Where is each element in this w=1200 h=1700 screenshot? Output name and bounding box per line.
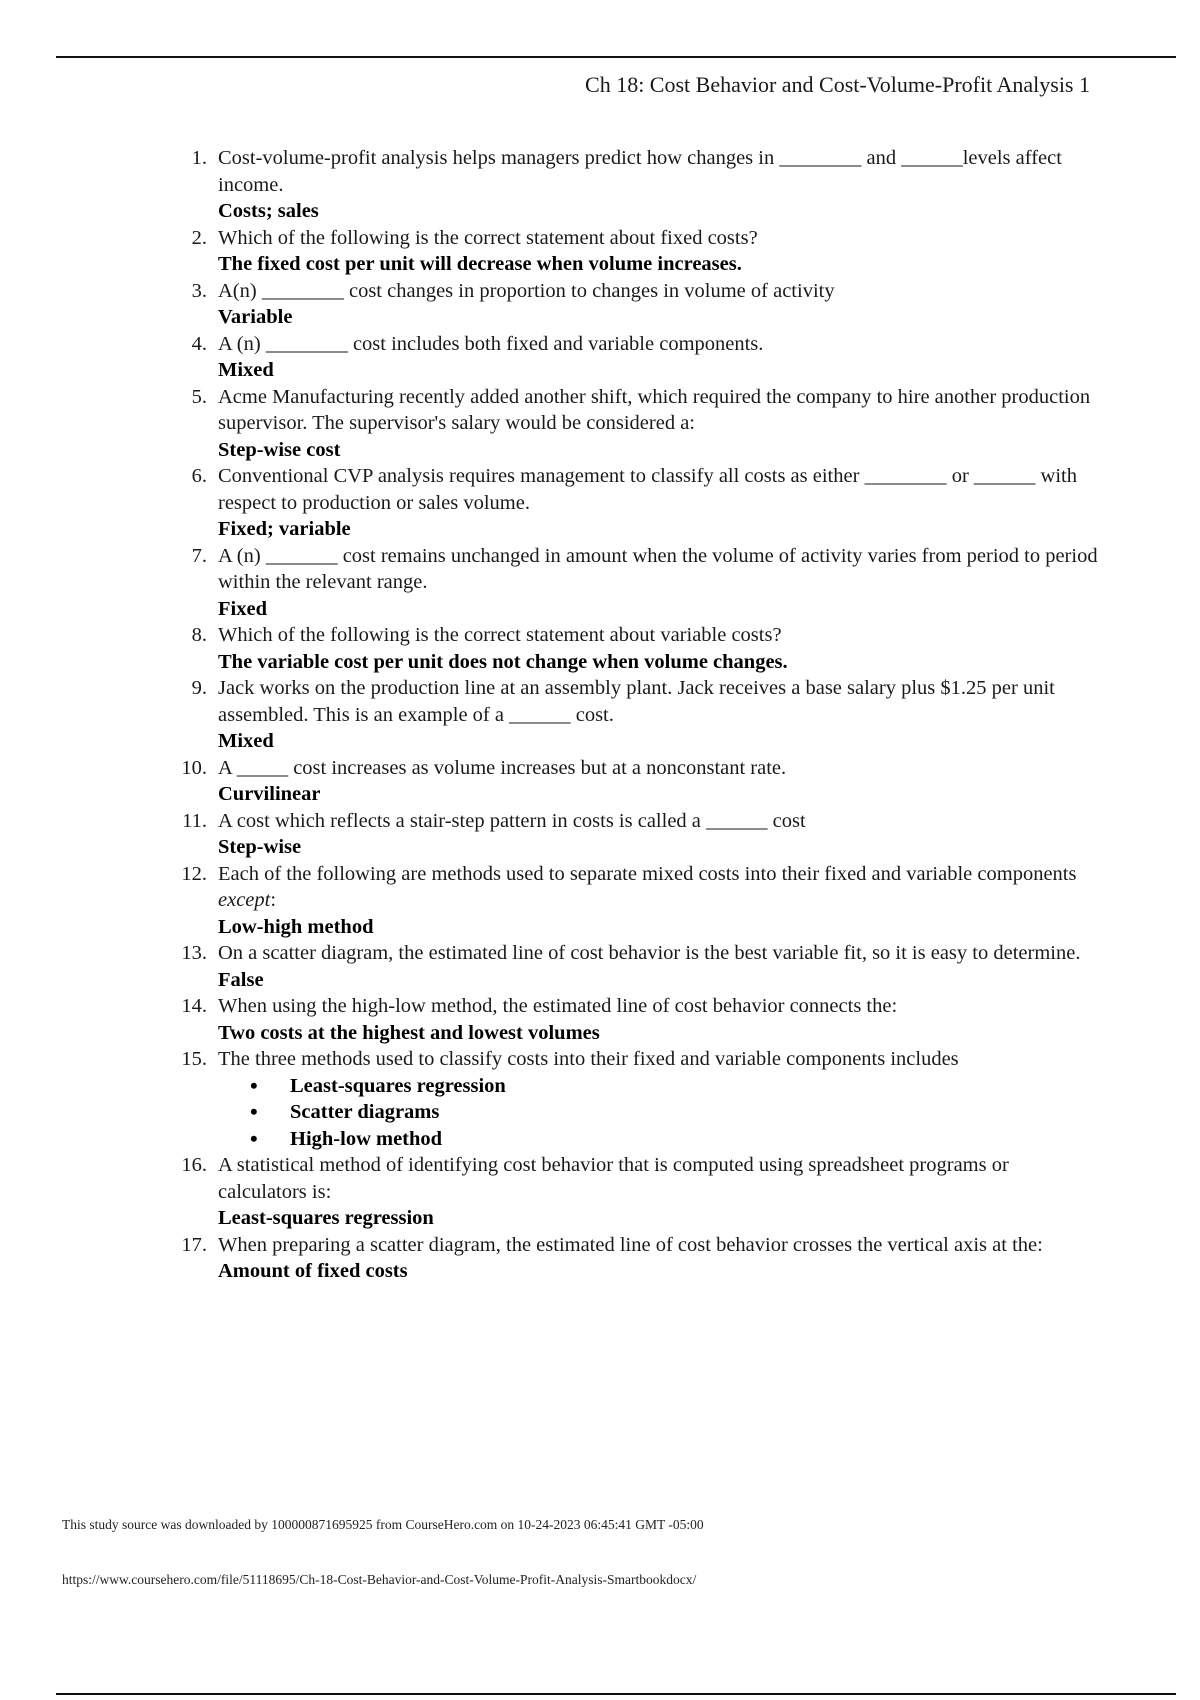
question-number: 2. [191, 226, 207, 249]
question-item [172, 808, 1102, 861]
fill-in-blank: ________ [261, 279, 344, 302]
question-number: 14. [181, 995, 207, 1017]
question-item [172, 463, 1102, 543]
question-number: 10. [181, 756, 207, 779]
question-text [218, 675, 1102, 728]
question-text-segment: Jack works on the production line at an assembly plant. Jack receives a base salary plus $1.25 per unit assembled. This is an example of a [218, 677, 1055, 726]
answer-text: Variable [218, 306, 293, 328]
question-item [172, 861, 1102, 941]
question-text [218, 225, 1102, 252]
answer-text: Step-wise cost [218, 438, 341, 461]
question-number: 15. [181, 1048, 207, 1070]
question-text-segment: Which of the following is the correct statement about fixed costs? [218, 226, 758, 249]
fill-in-blank: ________ [864, 465, 947, 487]
fill-in-blank: ________ [265, 332, 348, 355]
question-text [218, 861, 1102, 914]
question-number: 9. [191, 677, 207, 699]
question-text-segment: or [946, 465, 974, 487]
answer-bullet-list [218, 1073, 1102, 1153]
question-text-segment: cost. [570, 703, 614, 726]
question-text [218, 278, 1102, 305]
question-number: 17. [181, 1233, 207, 1256]
answer-text: Least-squares regression [218, 1207, 434, 1229]
question-item [172, 1232, 1102, 1285]
question-item [172, 675, 1102, 755]
answer-text: Mixed [218, 359, 274, 381]
question-number: 5. [191, 385, 207, 408]
answer-text: Costs; sales [218, 200, 319, 222]
question-item [172, 622, 1102, 675]
question-text-segment: A(n) [218, 279, 262, 302]
question-text [218, 384, 1102, 437]
question-number: 11. [182, 809, 207, 832]
question-item [172, 278, 1102, 331]
question-number: 6. [191, 465, 207, 487]
question-number: 8. [191, 624, 207, 646]
question-text [218, 1046, 1102, 1073]
question-item [172, 331, 1102, 384]
question-text [218, 808, 1102, 835]
answer-text: The fixed cost per unit will decrease when volume increases. [218, 253, 742, 275]
fill-in-blank: ______ [973, 465, 1036, 487]
question-number: 3. [191, 279, 207, 302]
answer-text: The variable cost per unit does not change when volume changes. [218, 650, 788, 673]
question-text-segment: Conventional CVP analysis requires management to classify all costs as either [218, 465, 865, 487]
emphasis-text: except [218, 889, 271, 911]
question-text [218, 331, 1102, 358]
question-number: 12. [181, 862, 207, 885]
answer-text: Two costs at the highest and lowest volumes [218, 1021, 600, 1044]
fill-in-blank: _______ [265, 544, 338, 567]
question-number: 16. [181, 1154, 207, 1176]
question-text-segment: Acme Manufacturing recently added another shift, which required the company to hire another production supervisor. The supervisor's salary would be considered a: [218, 385, 1091, 434]
question-item [172, 225, 1102, 278]
question-item [172, 940, 1102, 993]
fill-in-blank: _____ [236, 756, 289, 779]
question-number: 13. [181, 942, 207, 964]
question-item [172, 755, 1102, 808]
question-text-segment: On a scatter diagram, the estimated line of cost behavior is the best variable fit, so it is easy to determine. [218, 942, 1081, 964]
question-item [172, 145, 1102, 225]
question-text-segment: A statistical method of identifying cost behavior that is computed using spreadsheet programs or calculators is: [218, 1154, 1009, 1203]
question-text [218, 145, 1102, 198]
question-text [218, 755, 1102, 782]
question-text [218, 622, 1102, 649]
download-notice: This study source was downloaded by 100000871695925 from CourseHero.com on 10-24-2023 06:45:41 GMT -05:00 [62, 1517, 704, 1532]
question-text-segment: and [861, 147, 902, 169]
question-text-segment: cost [767, 809, 806, 832]
answer-text: Amount of fixed costs [218, 1260, 408, 1282]
source-url[interactable]: https://www.coursehero.com/file/51118695/Ch-18-Cost-Behavior-and-Cost-Volume-Profit-Analysis-Smartbookdocx/ [62, 1572, 697, 1587]
question-text-segment: cost includes both fixed and variable components. [347, 332, 764, 355]
question-text [218, 1232, 1102, 1259]
bottom-rule [56, 1693, 1176, 1695]
question-text-segment: levels affect income. [218, 147, 1062, 196]
question-number: 1. [191, 147, 207, 169]
question-number: 4. [191, 332, 207, 355]
top-rule [56, 56, 1176, 58]
answer-text: Low-high method [218, 915, 374, 938]
question-item [172, 384, 1102, 464]
question-item [172, 1152, 1102, 1232]
question-text-segment: The three methods used to classify costs into their fixed and variable components includes [218, 1048, 959, 1070]
question-text-segment: Each of the following are methods used to separate mixed costs into their fixed and variable components [218, 862, 1077, 885]
answer-bullet: • High-low method [250, 1126, 1102, 1153]
answer-bullet: • Least-squares regression [250, 1073, 1102, 1100]
answer-bullet: • Scatter diagrams [250, 1099, 1102, 1126]
question-text-segment: A cost which reflects a stair-step pattern in costs is called a [218, 809, 707, 832]
question-text-segment: cost changes in proportion to changes in volume of activity [343, 279, 835, 302]
question-text-segment: A [218, 756, 237, 779]
question-text [218, 940, 1102, 967]
answer-text: Fixed [218, 597, 267, 620]
answer-text: False [218, 968, 264, 991]
question-text-segment: A (n) [218, 332, 266, 355]
question-item [172, 543, 1102, 623]
question-text-segment: : [270, 889, 277, 911]
answer-text: Mixed [218, 730, 274, 752]
question-text-segment: A (n) [218, 544, 266, 567]
question-text-segment: with respect to production or sales volume. [218, 465, 1077, 514]
question-text-segment: cost increases as volume increases but at a nonconstant rate. [288, 756, 787, 779]
question-text [218, 993, 1102, 1020]
question-text-segment: Cost-volume-profit analysis helps managers predict how changes in [218, 147, 780, 169]
fill-in-blank: ______ [509, 703, 571, 726]
question-text-segment: cost remains unchanged in amount when the volume of activity varies from period to period within the relevant range. [218, 544, 1098, 593]
question-item [172, 1046, 1102, 1152]
answer-text: Step-wise [218, 836, 302, 858]
question-item [172, 993, 1102, 1046]
answer-text: Curvilinear [218, 783, 321, 805]
question-text [218, 543, 1102, 596]
page-header: Ch 18: Cost Behavior and Cost-Volume-Profit Analysis 1 [585, 72, 1090, 97]
fill-in-blank: ______ [706, 809, 768, 832]
question-list [172, 145, 1102, 1285]
fill-in-blank: ______ [901, 147, 963, 169]
answer-text: Fixed; variable [218, 518, 351, 540]
question-text-segment: Which of the following is the correct statement about variable costs? [218, 624, 782, 646]
question-text [218, 1152, 1102, 1205]
question-number: 7. [191, 544, 207, 567]
question-text-segment: When using the high-low method, the estimated line of cost behavior connects the: [218, 995, 898, 1017]
fill-in-blank: ________ [779, 147, 862, 169]
question-text-segment: When preparing a scatter diagram, the estimated line of cost behavior crosses the vertical axis at the: [218, 1233, 1043, 1256]
question-text [218, 463, 1102, 516]
